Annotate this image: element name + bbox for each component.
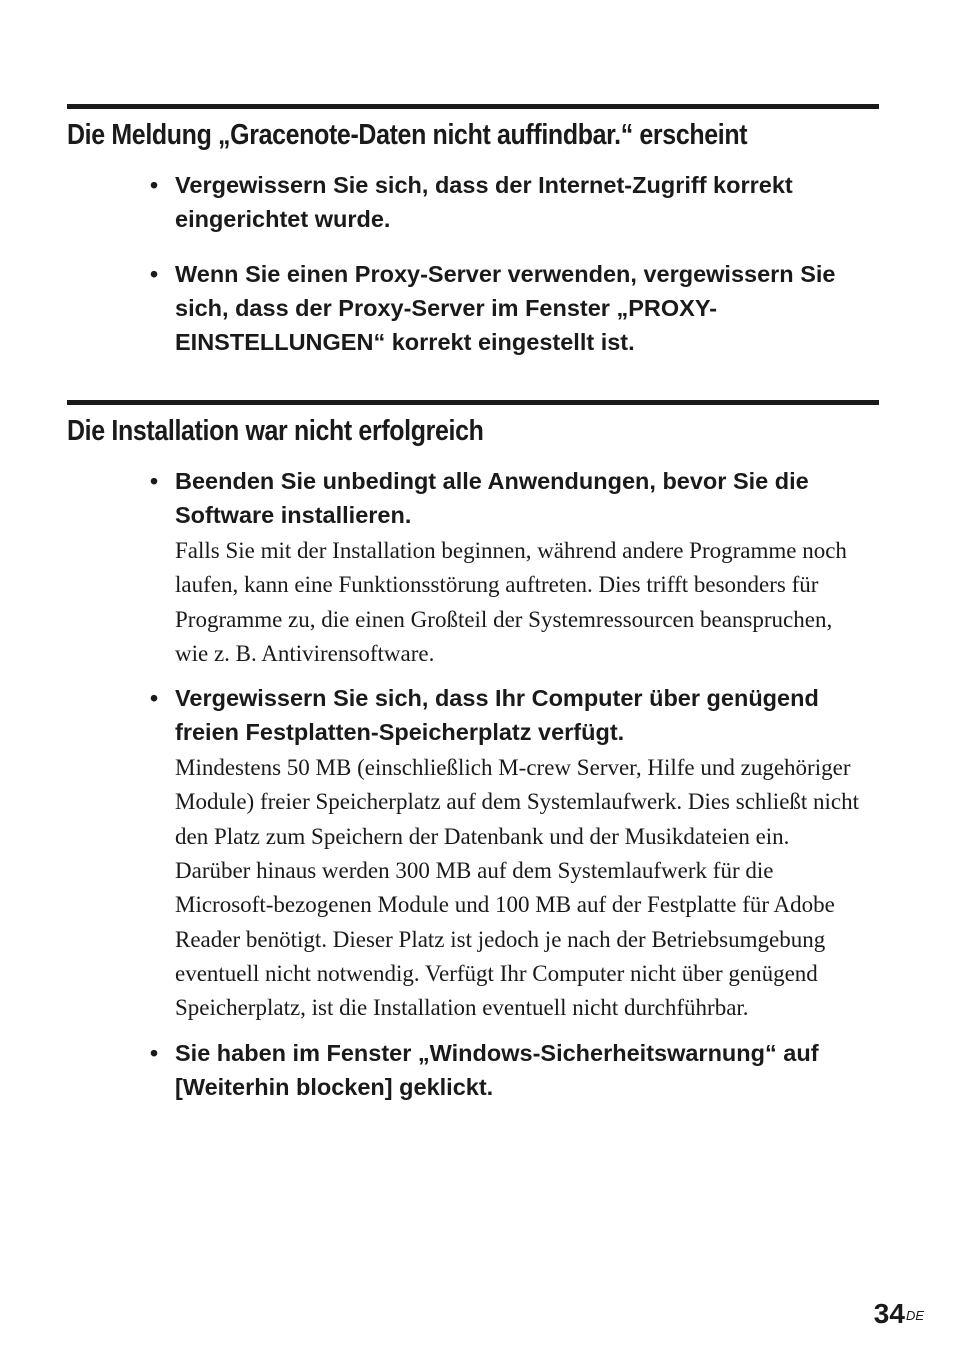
bullet-list: [150, 168, 870, 359]
bullet-icon: •: [150, 1039, 159, 1066]
item-body: Falls Sie mit der Installation beginnen, während andere Programme noch laufen, kann eine Funktionsstörung auftreten. Dies trifft besonders für Programme zu, die einen Großteil der Systemressourcen beanspruchen, wie z. B. Antivirensoftware.: [175, 538, 847, 666]
bullet-icon: •: [150, 261, 159, 287]
section-rule: [67, 400, 879, 405]
section-heading: Die Meldung „Gracenote-Daten nicht auffindbar.“ erscheint: [67, 119, 748, 151]
list-item: [150, 681, 870, 1025]
item-heading: Vergewissern Sie sich, dass Ihr Computer über genügend freien Festplatten-Speicherplatz verfügt.: [175, 685, 819, 746]
page-number-value: 34: [873, 1298, 905, 1329]
item-heading: Sie haben im Fenster „Windows-Sicherheitswarnung“ auf [Weiterhin blocken] geklickt.: [175, 1039, 819, 1100]
list-item: [150, 464, 870, 671]
section-installation: [67, 400, 879, 446]
page-language-suffix: DE: [905, 1308, 924, 1323]
page-number: [874, 1300, 924, 1328]
list-item: [150, 168, 870, 236]
item-heading: Wenn Sie einen Proxy-Server verwenden, vergewissern Sie sich, dass der Proxy-Server im Fenster „PROXY-EINSTELLUNGEN“ korrekt eingestellt ist.: [175, 261, 836, 355]
section-rule: [67, 104, 879, 109]
bullet-icon: •: [150, 468, 159, 494]
item-heading: Beenden Sie unbedingt alle Anwendungen, bevor Sie die Software installieren.: [175, 468, 809, 528]
list-item: [150, 1036, 870, 1104]
bullet-icon: •: [150, 685, 159, 712]
section-heading: Die Installation war nicht erfolgreich: [67, 415, 484, 447]
bullet-list: [150, 464, 870, 1104]
section-gracenote: [67, 104, 879, 150]
item-body: Mindestens 50 MB (einschließlich M-crew Server, Hilfe und zugehöriger Module) freier Speicherplatz auf dem Systemlaufwerk. Dies schließt nicht den Platz zum Speichern der Datenbank und der Musikdateien ein. Darüber hinaus werden 300 MB auf dem Systemlaufwerk für die Microsoft-bezogenen Module und 100 MB auf der Festplatte für Adobe Reader benötigt. Dieser Platz ist jedoch je nach der Betriebsumgebung eventuell nicht notwendig. Verfügt Ihr Computer nicht über genügend Speicherplatz, ist die Installation eventuell nicht durchführbar.: [175, 755, 860, 1021]
bullet-icon: •: [150, 172, 159, 198]
list-item: [150, 257, 870, 359]
item-heading: Vergewissern Sie sich, dass der Internet-Zugriff korrekt eingerichtet wurde.: [175, 172, 793, 232]
